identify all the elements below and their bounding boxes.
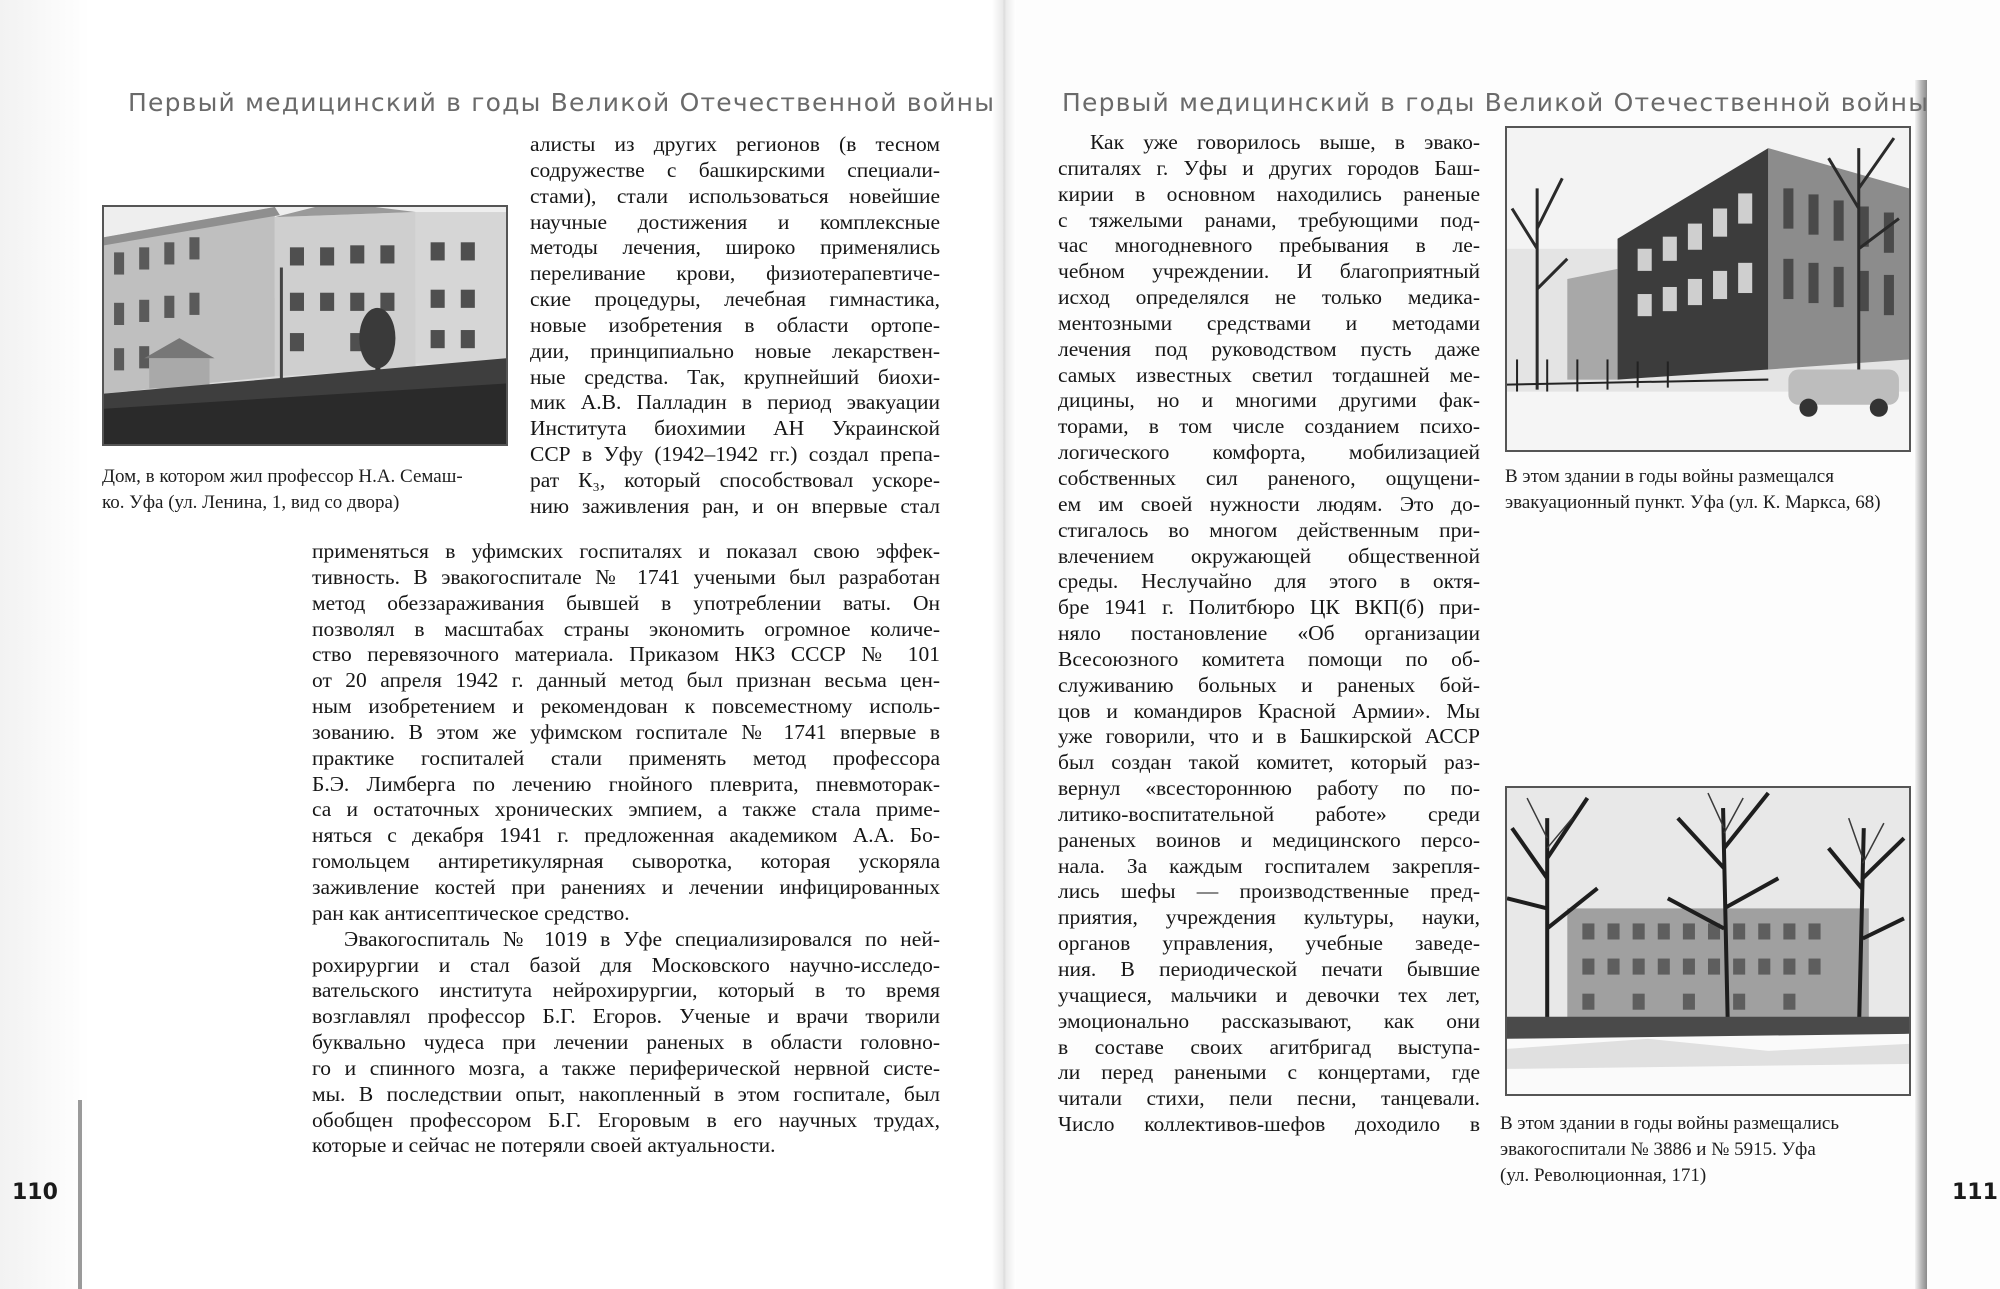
text-line: был создан такой комитет, который раз- (1058, 750, 1480, 775)
text-line: ли перед ранеными с концертами, где (1058, 1060, 1480, 1085)
text-line: стигалось во многом действенным при- (1058, 517, 1480, 542)
text-line: ем им своей нужности людям. Это до- (1058, 491, 1480, 516)
text-line: содружестве с башкирскими специали- (530, 157, 940, 182)
text-line: учащиеся, мальчики и девочки тех лет, (1058, 982, 1480, 1007)
caption-line: Дом, в котором жил профессор Н.А. Семаш- (102, 466, 463, 487)
text-line: методы лечения, широко применялись (530, 235, 940, 260)
text-line: позволял в масштабах страны экономить огромное количе- (312, 616, 940, 641)
text-line: применяться в уфимских госпиталях и показал свою эффек- (312, 539, 940, 563)
text-line: логического комфорта, мобилизацией (1058, 440, 1480, 465)
text-line: читали стихи, пели песни, танцевали. (1058, 1086, 1480, 1111)
text-line: вательского института нейрохирургии, который в то время (312, 978, 940, 1003)
caption-line: В этом здании в годы войны размещались (1500, 1113, 1840, 1134)
text-line: са и остаточных хронических эмпием, а также стала приме- (312, 797, 940, 822)
text-line: стами), стали использоваться новейшие (530, 183, 940, 208)
photo-caption-evacuation-hospitals (1500, 1111, 1905, 1189)
text-line: переливание крови, физиотерапевтиче- (530, 261, 940, 286)
text-line: торами, в том числе созданием психо- (1058, 414, 1480, 439)
left-text-column-bottom (312, 539, 940, 1159)
text-line: ССР в Уфу (1942–1942 гг.) создал препа- (530, 442, 940, 467)
building-photo-icon (1507, 128, 1909, 450)
photo-caption-evacuation-point (1505, 464, 1915, 516)
left-text-column-top (530, 132, 940, 520)
text-line: дицины, но и многими другими фак- (1058, 388, 1480, 413)
caption-line: В этом здании в годы войны размещался (1505, 466, 1834, 487)
text-line: спиталях г. Уфы и других городов Баш- (1058, 155, 1480, 180)
text-line: мы. В последствии опыт, накопленный в этом госпитале, был (312, 1081, 940, 1106)
text-line: среды. Неслучайно для этого в октя- (1058, 569, 1480, 594)
text-line: нала. За каждым госпиталем закрепля- (1058, 853, 1480, 878)
text-line: литико-воспитательной работе» среди (1058, 801, 1480, 826)
text-line: практике госпиталей стали применять метод профессора (312, 745, 940, 770)
text-line: рохирургии и стал базой для Московского научно-исследо- (312, 952, 940, 977)
text-line: няло постановление «Об организации (1058, 621, 1480, 646)
text-line: раненых воинов и медицинского персо- (1058, 827, 1480, 852)
text-line: го и спинного мозга, а также периферической нервной систе- (312, 1055, 940, 1080)
page-edge-mark (78, 1100, 82, 1289)
text-line: которые и сейчас не потеряли своей актуальности. (312, 1133, 776, 1158)
text-line: тивность. В эвакогоспитале № 1741 учеными был разработан (312, 564, 940, 589)
text-line: служиванию больных и раненых бой- (1058, 672, 1480, 697)
text-line: гомольцем антиретикулярная сыворотка, которая ускоряла (312, 849, 940, 874)
text-line: Число коллективов-шефов доходило в (1058, 1112, 1480, 1137)
photo-semashko-house (102, 205, 508, 446)
text-line: возглавлял профессор Б.Г. Егоров. Ученые и врачи творили (312, 1004, 940, 1029)
text-line: алисты из других регионов (в тесном (530, 132, 940, 156)
text-line: зованию. В этом же уфимском госпитале № 1741 впервые в (312, 719, 940, 744)
text-line: эмоционально рассказывают, как они (1058, 1008, 1480, 1033)
text-line: лись шефы — производственные пред- (1058, 879, 1480, 904)
text-line: ментозными средствами и методами (1058, 310, 1480, 335)
text-line: ния. В периодической печати бывшие (1058, 957, 1480, 981)
text-line: приятия, учреждения культуры, науки, (1058, 905, 1480, 930)
building-photo-icon (1507, 788, 1909, 1094)
caption-line: (ул. Революционная, 171) (1500, 1165, 1707, 1186)
text-line: Института биохимии АН Украинской (530, 416, 940, 441)
text-line: Всесоюзного комитета помощи по об- (1058, 646, 1480, 671)
text-line: час многодневного пребывания в ле- (1058, 233, 1480, 258)
building-photo-icon (104, 207, 506, 444)
text-line: лечения под руководством пусть даже (1058, 336, 1480, 361)
caption-line: эвакогоспитали № 3886 и № 5915. Уфа (1500, 1139, 1816, 1160)
text-line: ство перевязочного материала. Приказом НКЗ СССР № 101 (312, 642, 940, 667)
photo-caption-semashko (102, 464, 497, 516)
page-edge-shadow (0, 0, 90, 1289)
page-number-left: 110 (12, 1180, 58, 1205)
text-line: бре 1941 г. Политбюро ЦК ВКП(б) при- (1058, 595, 1480, 620)
page-edge-right (1915, 80, 1927, 1289)
text-line: мик А.В. Палладин в период эвакуации (530, 390, 940, 415)
text-line: Б.Э. Лимберга по лечению гнойного плеврита, пневмоторак- (312, 771, 940, 796)
text-line: метод обеззараживания бывшей в употреблении ваты. Он (312, 590, 940, 615)
text-line: заживление костей при ранениях и лечении инфицированных (312, 874, 940, 899)
text-line: кирии в основном находились раненые (1058, 181, 1480, 206)
book-gutter (992, 0, 1016, 1289)
text-line: вернул «всестороннюю работу по по- (1058, 776, 1480, 801)
text-line: Как уже говорилось выше, в эвако- (1090, 130, 1480, 154)
text-line: обобщен профессором Б.Г. Егоровым в его научных трудах, (312, 1107, 940, 1132)
text-line: рат К₃, который способствовал ускоре- (530, 467, 940, 492)
right-text-column (1058, 130, 1480, 1138)
text-line: научные достижения и комплексные (530, 209, 940, 234)
photo-evacuation-point (1505, 126, 1911, 452)
text-line: ские процедуры, лечебная гимнастика, (530, 287, 940, 312)
text-line: чебном учреждении. И благоприятный (1058, 259, 1480, 284)
text-line: органов управления, учебные заведе- (1058, 931, 1480, 956)
text-line: от 20 апреля 1942 г. данный метод был признан весьма цен- (312, 668, 940, 693)
page-number-right: 111 (1952, 1180, 1998, 1205)
text-line: нию заживления ран, и он впервые стал (530, 493, 940, 518)
text-line: исход определялся не только медика- (1058, 285, 1480, 310)
text-line: самых известных светил тогдашней ме- (1058, 362, 1480, 387)
text-line: ран как антисептическое средство. (312, 900, 630, 925)
text-line: новые изобретения в области ортопе- (530, 312, 940, 337)
caption-line: ко. Уфа (ул. Ленина, 1, вид со двора) (102, 492, 400, 513)
caption-line: эвакуационный пункт. Уфа (ул. К. Маркса, 68) (1505, 492, 1881, 513)
text-line: ные средства. Так, крупнейший биохи- (530, 364, 940, 389)
text-line: няться с декабря 1941 г. предложенная академиком А.А. Бо- (312, 823, 940, 848)
text-line: Эвакогоспиталь № 1019 в Уфе специализировался по ней- (344, 926, 940, 951)
text-line: собственных сил раненого, ощущени- (1058, 465, 1480, 490)
text-line: влечением окружающей общественной (1058, 543, 1480, 568)
text-line: цов и командиров Красной Армии». Мы (1058, 698, 1480, 723)
photo-evacuation-hospitals (1505, 786, 1911, 1096)
text-line: ным изобретением и рекомендован к повсеместному исполь- (312, 694, 940, 719)
running-head-left: Первый медицинский в годы Великой Отечественной войны (128, 88, 996, 117)
text-line: буквально чудеса при лечении раненых в области головно- (312, 1030, 940, 1055)
text-line: уже говорили, что и в Башкирской АССР (1058, 724, 1480, 749)
text-line: в составе своих агитбригад выступа- (1058, 1034, 1480, 1059)
running-head-right: Первый медицинский в годы Великой Отечественной войны (1062, 88, 1930, 117)
text-line: с тяжелыми ранами, требующими под- (1058, 207, 1480, 232)
text-line: дии, принципиально новые лекарствен- (530, 338, 940, 363)
